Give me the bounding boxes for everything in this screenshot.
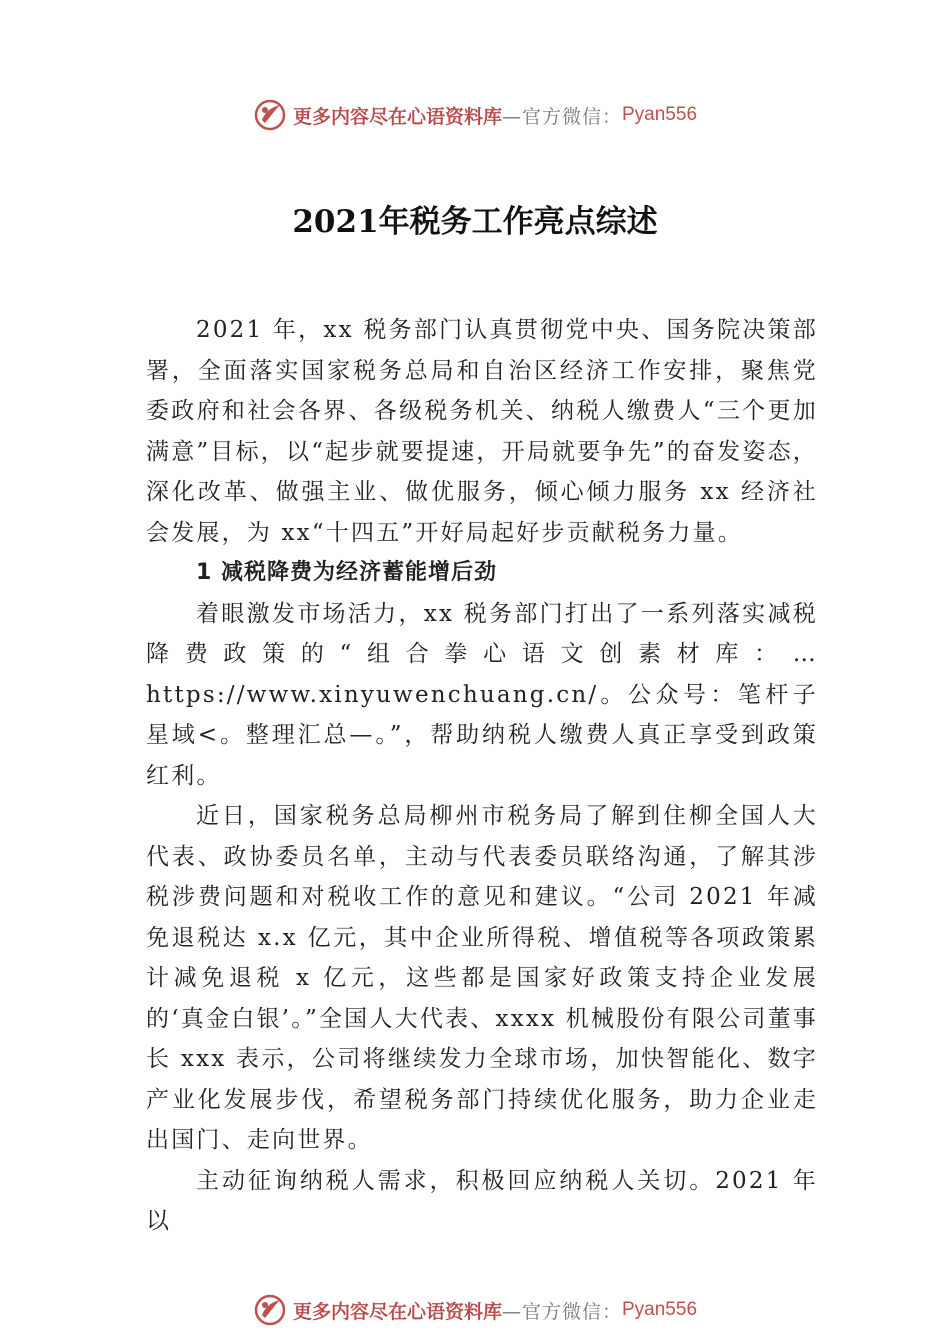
- banner-text-main: 更多内容尽在心语资料库: [292, 105, 502, 128]
- banner-text-wechat-label: —官方微信：: [501, 1300, 622, 1323]
- brand-logo-icon: [253, 98, 287, 132]
- brand-logo-icon: [253, 1293, 287, 1327]
- footer-banner: [0, 1290, 950, 1330]
- banner-text-wechat-label: —官方微信：: [501, 105, 622, 128]
- header-banner: [0, 95, 950, 135]
- document-title: 2021年税务工作亮点综述: [292, 204, 658, 240]
- paragraph: 2021 年，xx 税务部门认真贯彻党中央、国务院决策部署，全面落实国家税务总局和自治区经济工作安排，聚焦党委政府和社会各界、各级税务机关、纳税人缴费人“三个更加满意”目标，以“起步就要提速，开局就要争先”的奋发姿态，深化改革、做强主业、做优服务，倾心倾力服务 xx 经济社会发展，为 xx“十四五”开好局起好步贡献税务力量。: [146, 317, 818, 546]
- paragraph: 着眼激发市场活力，xx 税务部门打出了一系列落实减税降费政策的“组合拳心语文创素材库：…https://www.xinyuwenchuang.cn/。公众号：笔杆子星域<。整理汇总—。”，帮助纳税人缴费人真正享受到政策红利。: [146, 600, 818, 789]
- banner-text-wechat-id: Pyan556: [622, 1299, 698, 1320]
- banner-text-main: 更多内容尽在心语资料库: [292, 1300, 502, 1323]
- section-heading: 1 减税降费为经济蓄能增后劲: [196, 560, 497, 585]
- paragraph: 近日，国家税务总局柳州市税务局了解到住柳全国人大代表、政协委员名单，主动与代表委员联络沟通，了解其涉税涉费问题和对税收工作的意见和建议。“公司 2021 年减免退税达 x.x 亿元，其中企业所得税、增值税等各项政策累计减免退税 x 亿元，这些都是国家好政策支持企业发展的‘真金白银’。”全国人大代表、xxxx 机械股份有限公司董事长 xxx 表示，公司将继续发力全球市场，加快智能化、数字产业化发展步伐，希望税务部门持续优化服务，助力企业走出国门、走向世界。: [146, 803, 818, 1153]
- banner-text-wechat-id: Pyan556: [622, 104, 698, 125]
- document-body: [146, 310, 818, 1242]
- paragraph: 主动征询纳税人需求，积极回应纳税人关切。2021 年以: [146, 1167, 818, 1234]
